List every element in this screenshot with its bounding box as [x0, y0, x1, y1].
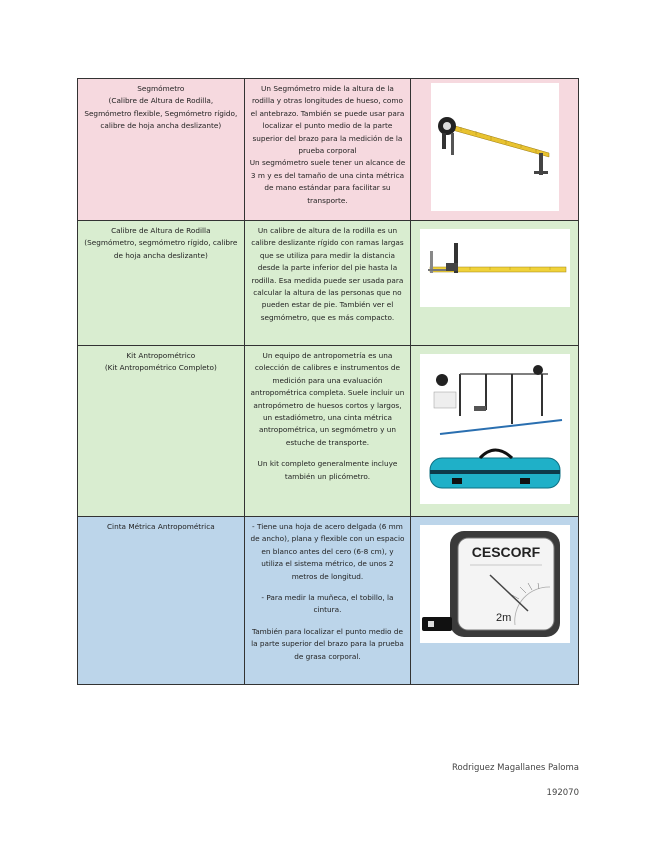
instrument-description-cell: [244, 346, 411, 517]
instruments-table: [77, 78, 579, 685]
segmometer-image: [431, 83, 559, 211]
instrument-description-cell: [244, 517, 411, 685]
table-row: [78, 346, 579, 517]
table-row: [78, 221, 579, 346]
instrument-description-cell: [244, 79, 411, 221]
instrument-description-extra: También para localizar el punto medio de la parte superior del brazo para la prueba de grasa corporal.: [251, 626, 404, 661]
instrument-image-cell: [411, 517, 579, 685]
knee-height-caliper-image: [420, 229, 570, 307]
instrument-name-cell: [78, 517, 245, 685]
instrument-name-cell: [78, 346, 245, 517]
instrument-name-cell: [78, 221, 245, 346]
student-id: 192070: [546, 788, 579, 798]
table-row: [78, 517, 579, 685]
instrument-image-cell: [411, 221, 579, 346]
instrument-name-cell: [78, 79, 245, 221]
instrument-name: Cinta Métrica Antropométrica: [106, 522, 215, 531]
instrument-image-cell: [411, 79, 579, 221]
instrument-description: Un equipo de antropometría es una colección de calibres e instrumentos de medición para una evaluación antropométrica completa. Suele incluir un antropómetro de huesos cortos y largos, un estadiómetro, una cinta métrica antropométrica, un segmómetro y un estuche de transporte.: [250, 351, 405, 447]
instrument-description: Un Segmómetro mide la altura de la rodilla y otras longitudes de hueso, como el antebrazo. También se puede usar para localizar el punto medio de la parte superior del brazo para la medición de la prueba corporal Un segmómetro suele tener un alcance de 3 m y es del tamaño de una cinta métrica de mano estándar para facilitar su transporte.: [249, 84, 406, 205]
instrument-description-note: Un kit completo generalmente incluye también un plicómetro.: [257, 459, 398, 481]
instrument-description: Un calibre de altura de la rodilla es un calibre deslizante rígido con ramas largas que se utiliza para medir la distancia desde la parte inferior del pie hasta la rodilla. Esa medida puede ser usada para calcular la altura de las personas que no pueden estar de pie. También ver el segmómetro, que es más compacto.: [251, 226, 404, 322]
instrument-description-use: - Para medir la muñeca, el tobillo, la cintura.: [261, 593, 394, 615]
tape-brand-text: CESCORF: [471, 544, 540, 560]
anthropometric-tape-image: [420, 525, 570, 643]
instrument-name: Kit Antropométrico (Kit Antropométrico Completo): [104, 351, 217, 373]
instrument-image-cell: [411, 346, 579, 517]
instrument-description: - Tiene una hoja de acero delgada (6 mm de ancho), plana y flexible con un espacio en blanco antes del cero (6-8 cm), y utiliza el sistema métrico, de unos 2 metros de longitud.: [250, 522, 405, 581]
table-row: [78, 79, 579, 221]
author-name: Rodriguez Magallanes Paloma: [452, 763, 579, 773]
anthropometric-kit-image: [420, 354, 570, 504]
tape-length-text: 2m: [495, 612, 511, 624]
instrument-name: Segmómetro (Calibre de Altura de Rodilla, Segmómetro flexible, Segmómetro rígido, calibre de hoja ancha deslizante): [84, 84, 238, 131]
instrument-name: Calibre de Altura de Rodilla (Segmómetro, segmómetro rígido, calibre de hoja ancha deslizante): [84, 226, 238, 260]
instrument-description-cell: [244, 221, 411, 346]
